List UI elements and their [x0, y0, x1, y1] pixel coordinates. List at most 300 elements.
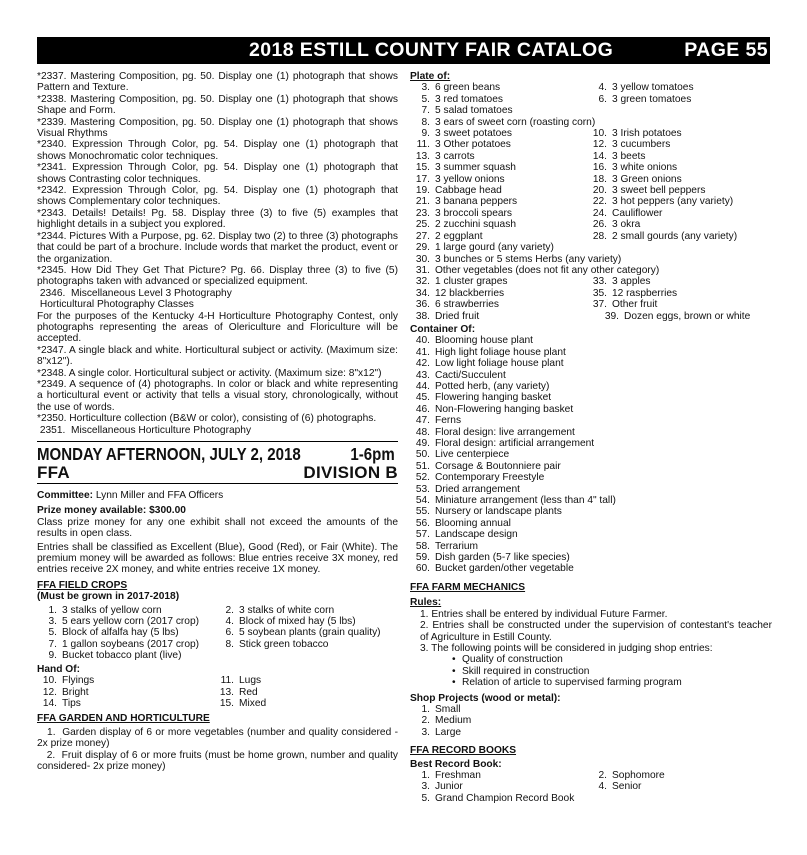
item-text: 3 okra: [612, 219, 641, 231]
list-item: [410, 128, 587, 139]
item-text: Dried arrangement: [435, 483, 520, 495]
item-number: 4.: [598, 82, 607, 94]
list-item: [214, 639, 398, 650]
prize-money: Prize money available: $300.00: [37, 505, 186, 517]
list-item: [410, 495, 772, 506]
item-number: 60.: [415, 563, 430, 575]
shop-projects-list: [410, 704, 772, 738]
item-number: 30.: [415, 253, 430, 265]
list-item: [214, 605, 398, 616]
item-number: 10.: [592, 128, 607, 140]
garden-item: 1. Garden display of 6 or more vegetables (number and quality considered - 2x prize money): [37, 726, 401, 750]
item-text: Red: [239, 686, 258, 698]
list-item: [410, 370, 772, 381]
item-number: 32.: [415, 276, 430, 288]
item-text: Blooming annual: [435, 517, 511, 529]
list-item: [214, 650, 398, 661]
bullet-item: [410, 666, 772, 677]
list-item: [410, 105, 772, 116]
item-number: 1.: [421, 769, 430, 781]
list-item: [587, 276, 772, 287]
entry-2351: 2351. Miscellaneous Horticulture Photography: [37, 424, 252, 436]
item-text: 3 Green onions: [612, 173, 682, 185]
item-text: Blooming house plant: [435, 335, 533, 347]
garden-list: [37, 726, 401, 773]
item-number: 42.: [415, 358, 430, 370]
item-number: [214, 650, 234, 661]
item-text: 3 carrots: [435, 150, 475, 162]
right-column: [410, 71, 772, 804]
item-text: Freshman: [435, 769, 481, 781]
item-number: 47.: [415, 415, 430, 427]
horticulture-intro: For the purposes of the Kentucky 4-H Horticulture Photography Contest, only photographs representing the areas of Olericulture and Floriculture will be accepted.: [37, 310, 398, 345]
item-number: 5.: [421, 93, 430, 105]
item-text: 3 sweet bell peppers: [612, 185, 706, 197]
list-item: [410, 472, 772, 483]
item-number: 11.: [220, 675, 234, 687]
committee-value: Lynn Miller and FFA Officers: [93, 490, 224, 501]
prize-text-1: Class prize money for any one exhibit shall not exceed the amounts of the results in open class.: [37, 516, 398, 540]
item-text: Dish garden (5-7 like species): [435, 552, 570, 564]
list-item: [214, 698, 398, 709]
list-item: [410, 117, 772, 128]
item-number: 36.: [415, 299, 430, 311]
rules-list: [410, 609, 772, 655]
garden-item: 2. Fruit display of 6 or more fruits (must be home grown, number and quality considered- 2x prize money): [37, 749, 401, 772]
item-text: 3 white onions: [612, 162, 678, 174]
item-number: 2.: [421, 715, 430, 727]
list-item: [37, 605, 214, 616]
photo-entry: *2340. Expression Through Color, pg. 54. Display one (1) photograph that shows Monochromatic color techniques.: [37, 139, 398, 162]
item-text: Stick green tobacco: [239, 638, 329, 650]
list-item: [410, 518, 772, 529]
list-item: [410, 438, 772, 449]
item-text: 3 ears of sweet corn (roasting corn): [435, 116, 596, 128]
list-item: [410, 174, 587, 185]
item-number: 43.: [415, 369, 430, 381]
list-item: [37, 616, 214, 627]
item-number: 58.: [415, 540, 430, 552]
committee-label: Committee:: [37, 490, 94, 501]
rules-label: Rules:: [410, 597, 442, 609]
item-number: 44.: [415, 380, 430, 392]
horticulture-entries: [37, 345, 398, 425]
judging-points: [410, 654, 772, 688]
item-text: 3 yellow tomatoes: [612, 82, 694, 94]
item-number: 14.: [42, 697, 57, 709]
list-item: [410, 162, 587, 173]
day-heading: [37, 445, 395, 464]
plate-row: [410, 265, 772, 276]
item-number: 20.: [592, 185, 607, 197]
list-item: [410, 404, 772, 415]
hand-of-heading: Hand Of:: [37, 663, 81, 675]
list-item: [587, 174, 772, 185]
item-number: 9.: [421, 128, 430, 140]
list-item: [410, 196, 587, 207]
item-text: Flyings: [62, 675, 95, 687]
list-item: [410, 139, 587, 150]
list-item: [587, 185, 772, 196]
best-record-label: Best Record Book:: [410, 758, 502, 770]
item-number: 33.: [592, 276, 607, 288]
division-right: DIVISION B: [303, 463, 398, 482]
list-item: [587, 139, 772, 150]
item-text: Block of mixed hay (5 lbs): [239, 616, 356, 628]
plate-row: [410, 208, 772, 219]
item-number: 57.: [415, 529, 430, 541]
list-item: [37, 698, 214, 709]
plate-row: [410, 242, 772, 253]
item-number: 3.: [421, 82, 430, 94]
list-item: [410, 151, 587, 162]
item-text: Contemporary Freestyle: [435, 472, 545, 484]
list-item: [410, 704, 772, 715]
item-number: 4.: [598, 781, 607, 793]
item-number: 31.: [415, 264, 430, 276]
list-item: [587, 94, 772, 105]
item-number: 22.: [592, 196, 607, 208]
item-number: 8.: [421, 116, 430, 128]
hort-entry: *2347. A single black and white. Horticultural subject or activity. (Maximum size: 8"x12").: [37, 344, 398, 368]
item-text: Large: [435, 726, 462, 738]
item-text: High light foliage house plant: [435, 346, 566, 358]
item-text: 3 stalks of yellow corn: [62, 604, 162, 616]
item-number: 34.: [415, 287, 430, 299]
item-number: 16.: [592, 162, 607, 174]
item-text: 5 ears yellow corn (2017 crop): [62, 616, 200, 628]
list-item: [410, 381, 772, 392]
item-text: 2 small gourds (any variety): [612, 230, 738, 242]
horticulture-heading: Horticultural Photography Classes: [37, 299, 194, 311]
photo-entry: *2337. Mastering Composition, pg. 50. Display one (1) photograph that shows Pattern and Texture.: [37, 71, 398, 94]
item-number: 54.: [415, 495, 430, 507]
item-text: Live centerpiece: [435, 449, 510, 461]
plate-row: [410, 311, 772, 322]
plate-row: [410, 231, 772, 242]
container-of-list: [410, 335, 772, 575]
list-item: [587, 219, 772, 230]
item-number: 5.: [48, 627, 57, 639]
item-number: 10.: [42, 675, 57, 687]
item-number: 3.: [48, 616, 57, 628]
field-crops-list: [37, 605, 398, 662]
item-text: Medium: [435, 715, 472, 727]
list-item: [410, 461, 772, 472]
item-number: 23.: [415, 207, 430, 219]
item-text: 12 blackberries: [435, 287, 505, 299]
list-item: [410, 358, 772, 369]
list-item: [587, 82, 772, 93]
list-item: [410, 541, 772, 552]
list-item: [37, 639, 214, 650]
item-number: 26.: [592, 219, 607, 231]
photo-entry: *2339. Mastering Composition, pg. 50. Display one (1) photograph that shows Visual Rhythms: [37, 116, 398, 140]
list-item: [410, 254, 772, 265]
left-column: [37, 71, 401, 772]
item-text: 3 broccoli spears: [435, 207, 513, 219]
item-number: 2.: [225, 604, 234, 616]
list-item: [410, 288, 587, 299]
item-text: Tips: [62, 697, 81, 709]
item-number: 27.: [415, 230, 430, 242]
plate-row: [410, 139, 772, 150]
list-item: [214, 675, 398, 686]
item-text: 3 hot peppers (any variety): [612, 196, 734, 208]
page-number: PAGE 55: [684, 39, 768, 61]
list-item: [214, 687, 398, 698]
item-number: 13.: [415, 150, 430, 162]
list-item: [410, 529, 772, 540]
item-number: 6.: [225, 627, 234, 639]
bullet-icon: •: [452, 665, 456, 677]
photo-entry: *2345. How Did They Get That Picture? Pg. 66. Display three (3) to five (5) photographs taken with advanced or specialized equipment.: [37, 264, 398, 288]
list-item: [410, 484, 772, 495]
list-item: [410, 506, 772, 517]
item-text: 3 red tomatoes: [435, 93, 503, 105]
hort-entry: *2348. A single color. Horticultural subject or activity. (Maximum size: 8"x12"): [37, 367, 382, 379]
item-text: Sophomore: [612, 769, 665, 781]
item-number: 40.: [415, 335, 430, 347]
plate-row: [410, 185, 772, 196]
prize-text-2: Entries shall be classified as Excellent (Blue), Good (Red), or Fair (White). The premium money will be awarded as follows: Blue entries receive 3X money, red entries receive 2X money, and white entries receive 1X money.: [37, 541, 398, 576]
item-number: 2.: [598, 769, 607, 781]
item-text: Non-Flowering hanging basket: [435, 403, 574, 415]
item-text: 1 large gourd (any variety): [435, 242, 554, 254]
item-number: 7.: [421, 105, 430, 117]
list-item: [587, 208, 772, 219]
rule-item: 1. Entries shall be entered by individual Future Farmer.: [420, 608, 668, 620]
item-text: Bright: [62, 686, 89, 698]
item-number: 14.: [592, 150, 607, 162]
item-text: Landscape design: [435, 529, 518, 541]
list-item: [410, 276, 587, 287]
plate-row: [410, 117, 772, 128]
list-item: [37, 650, 214, 661]
item-number: 53.: [415, 483, 430, 495]
list-item: [410, 82, 587, 93]
list-item: [410, 552, 772, 563]
item-text: 6 green beans: [435, 82, 501, 94]
hand-of-list: [37, 675, 398, 709]
item-number: 49.: [415, 438, 430, 449]
record-books-list: [410, 770, 772, 793]
item-number: 9.: [48, 650, 57, 662]
rule-item: 2. Entries shall be constructed under the supervision of contestant's teacher of Agriculture in Estill County.: [420, 620, 772, 643]
list-item: [587, 151, 772, 162]
list-item: [587, 299, 772, 310]
item-number: 4.: [225, 616, 234, 628]
item-text: 5 soybean plants (grain quality): [239, 627, 381, 639]
bullet-text: Skill required in construction: [462, 665, 590, 677]
hort-entry: *2349. A sequence of (4) photographs. In color or black and white representing a horticultural event or activity that tells a visual story, chronologically, without the use of words.: [37, 378, 398, 413]
item-text: Corsage & Boutonniere pair: [435, 460, 561, 472]
item-text: Nursery or landscape plants: [435, 506, 562, 518]
plate-row: [410, 128, 772, 139]
photo-entry: *2341. Expression Through Color, pg. 54. Display one (1) photograph that shows Contrasting color techniques.: [37, 162, 398, 185]
plate-of-list: [410, 82, 772, 322]
item-text: 5 salad tomatoes: [435, 105, 513, 117]
plate-row: [410, 299, 772, 310]
bullet-item: [410, 654, 772, 665]
item-text: Potted herb, (any variety): [435, 380, 550, 392]
catalog-title: 2018 ESTILL COUNTY FAIR CATALOG: [249, 39, 614, 61]
item-number: 15.: [415, 162, 430, 174]
item-text: 3 beets: [612, 150, 646, 162]
list-item: [587, 770, 772, 781]
division-heading: [37, 464, 398, 484]
field-crops-sub: (Must be grown in 2017-2018): [37, 591, 180, 603]
item-text: 3 Other potatoes: [435, 139, 511, 151]
item-text: 12 raspberries: [612, 287, 678, 299]
list-item: [410, 392, 772, 403]
item-text: Dried fruit: [435, 310, 480, 322]
plate-row: [410, 151, 772, 162]
plate-row: [410, 174, 772, 185]
hort-entry: *2350. Horticulture collection (B&W or color), consisting of (6) photographs.: [37, 413, 377, 425]
item-text: 3 sweet potatoes: [435, 128, 513, 140]
item-text: Lugs: [239, 675, 262, 687]
item-number: 29.: [415, 242, 430, 254]
item-number: 38.: [415, 310, 430, 322]
item-number: 7.: [48, 638, 57, 650]
list-item: [410, 299, 587, 310]
item-text: 3 summer squash: [435, 162, 516, 174]
bullet-icon: •: [452, 677, 456, 689]
item-text: Floral design: live arrangement: [435, 426, 575, 438]
photo-entry: *2338. Mastering Composition, pg. 50. Display one (1) photograph that shows Shape and Form.: [37, 93, 398, 117]
list-item: [410, 219, 587, 230]
item-number: 1.: [48, 604, 57, 616]
item-number: 19.: [415, 185, 430, 197]
item-text: Terrarium: [435, 540, 479, 552]
day-label: MONDAY AFTERNOON, JULY 2, 2018: [37, 444, 301, 464]
item-text: Block of alfalfa hay (5 lbs): [62, 627, 179, 639]
item-text: 3 cucumbers: [612, 139, 671, 151]
list-item: [410, 347, 772, 358]
item-text: 3 green tomatoes: [612, 93, 692, 105]
plate-row: [410, 288, 772, 299]
list-item: [37, 687, 214, 698]
plate-of-heading: Plate of:: [410, 71, 451, 82]
list-item: [37, 627, 214, 638]
item-number: 21.: [415, 196, 430, 208]
item-number: 5.: [421, 792, 430, 804]
list-item: [410, 727, 772, 738]
division-left: FFA: [37, 463, 71, 482]
item-text: 3 yellow onions: [435, 173, 505, 185]
entry-2346: 2346. Miscellaneous Level 3 Photography: [37, 287, 232, 299]
list-item: [214, 616, 398, 627]
item-number: 55.: [415, 506, 430, 518]
item-number: 13.: [219, 686, 234, 698]
garden-heading: FFA GARDEN AND HORTICULTURE: [37, 713, 210, 725]
bullet-text: Quality of construction: [462, 654, 563, 666]
list-item: [410, 242, 772, 253]
item-text: Small: [435, 703, 461, 715]
photography-entries: [37, 71, 398, 288]
item-text: Mixed: [239, 697, 267, 709]
item-number: 24.: [592, 207, 607, 219]
container-of-heading: Container Of:: [410, 323, 476, 335]
list-item: [214, 627, 398, 638]
photo-entry: *2344. Pictures With a Purpose, pg. 62. Display two (2) to three (3) photographs that could be part of a brochure. Include words that market the product, event or the organization.: [37, 230, 398, 265]
item-text: 3 Irish potatoes: [612, 128, 682, 140]
item-number: 15.: [219, 697, 234, 709]
plate-row: [410, 276, 772, 287]
item-number: 8.: [225, 638, 234, 650]
item-number: 51.: [415, 460, 430, 472]
list-item: [410, 335, 772, 346]
item-text: Other vegetables (does not fit any other category): [435, 264, 660, 276]
item-text: 1 cluster grapes: [435, 276, 508, 288]
item-number: 59.: [415, 552, 430, 564]
list-item: [410, 427, 772, 438]
list-item: [587, 231, 772, 242]
item-number: 46.: [415, 403, 430, 415]
list-item: [410, 793, 772, 804]
item-number: 48.: [415, 426, 430, 438]
list-item: [410, 715, 772, 726]
item-text: Ferns: [435, 415, 462, 427]
item-text: Bucket tobacco plant (live): [62, 650, 182, 662]
item-number: 3.: [421, 726, 430, 738]
item-number: 3.: [421, 781, 430, 793]
bullet-item: [410, 677, 772, 688]
item-text: Grand Champion Record Book: [435, 792, 575, 804]
item-text: Miniature arrangement (less than 4" tall): [435, 495, 616, 507]
item-text: Other fruit: [612, 299, 658, 311]
page-header: [37, 37, 770, 64]
time-label: 1-6pm: [350, 444, 395, 464]
list-item: [410, 94, 587, 105]
item-text: 3 apples: [612, 276, 651, 288]
item-text: 3 stalks of white corn: [239, 604, 335, 616]
item-number: 35.: [592, 287, 607, 299]
mechanics-heading: FFA FARM MECHANICS: [410, 581, 526, 593]
plate-row: [410, 254, 772, 265]
item-number: 12.: [592, 139, 607, 151]
item-number: 28.: [592, 230, 607, 242]
plate-row: [410, 196, 772, 207]
item-text: Junior: [435, 781, 463, 793]
item-number: 37.: [592, 299, 607, 311]
plate-row: [410, 94, 772, 105]
item-text: Floral design: artificial arrangement: [435, 438, 595, 449]
item-text: 1 gallon soybeans (2017 crop): [62, 638, 200, 650]
list-item: [410, 781, 587, 792]
list-item: [410, 265, 772, 276]
divider: [37, 441, 398, 442]
list-item: [410, 563, 772, 574]
item-number: 50.: [415, 449, 430, 461]
item-text: Cacti/Succulent: [435, 369, 506, 381]
item-number: 52.: [415, 472, 430, 484]
list-item: [587, 162, 772, 173]
item-number: 45.: [415, 392, 430, 404]
plate-row: [410, 162, 772, 173]
item-text: Bucket garden/other vegetable: [435, 563, 574, 575]
list-item: [410, 208, 587, 219]
list-item: [410, 185, 587, 196]
list-item: [410, 449, 772, 460]
item-text: Low light foliage house plant: [435, 358, 564, 370]
item-number: 11.: [416, 139, 430, 151]
list-item: [37, 675, 214, 686]
list-item: [587, 128, 772, 139]
list-item: [410, 415, 772, 426]
item-number: 18.: [592, 173, 607, 185]
